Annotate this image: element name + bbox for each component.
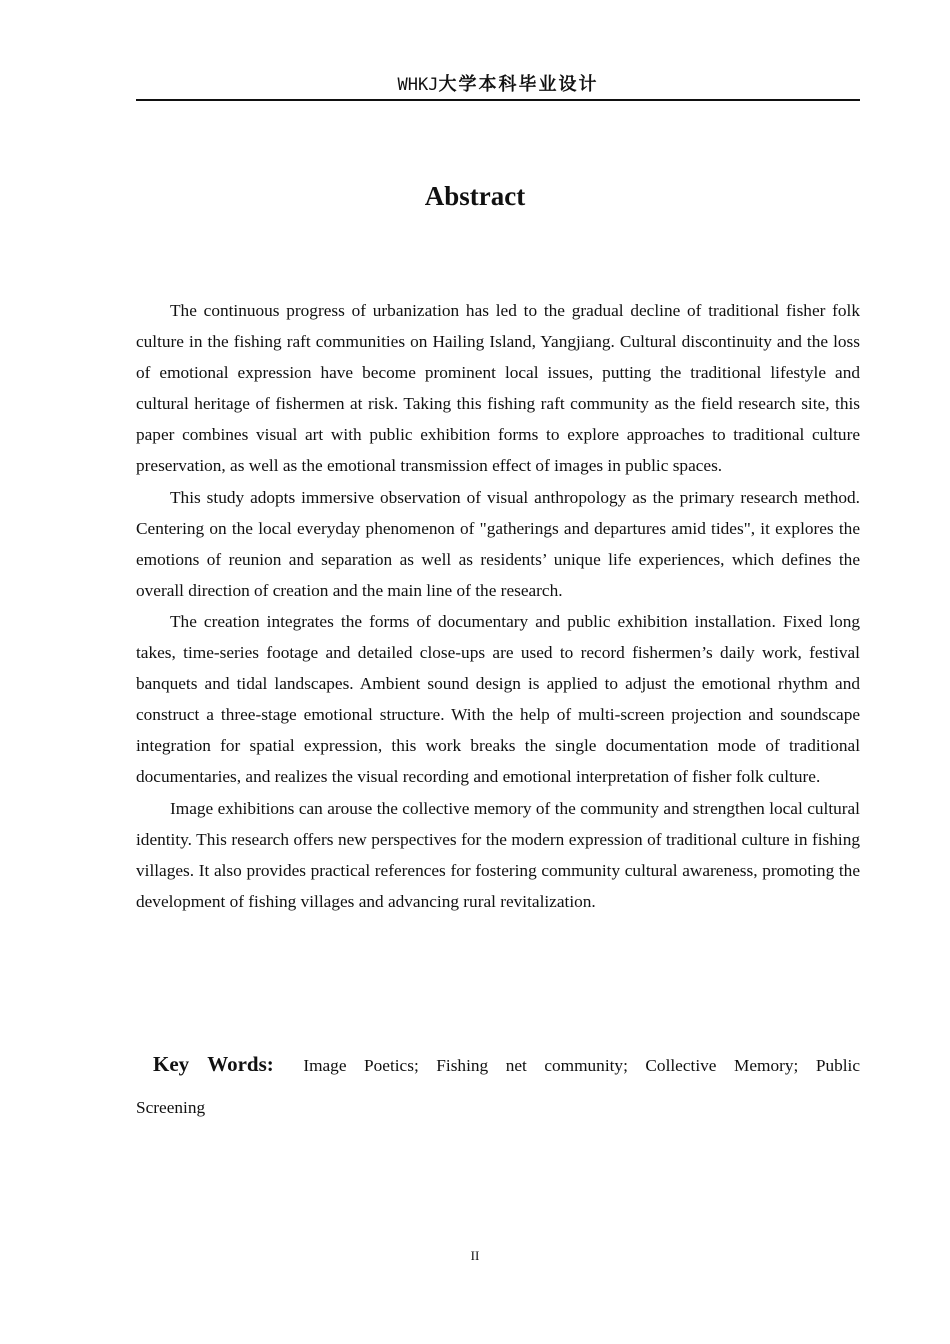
abstract-body	[136, 295, 860, 917]
abstract-paragraph-3: The creation integrates the forms of documentary and public exhibition installation. Fixed long takes, time-series footage and detailed close-ups are used to record fishermen’s daily work, festival banquets and tidal landscapes. Ambient sound design is applied to adjust the emotional rhythm and construct a three-stage emotional structure. With the help of multi-screen projection and soundscape integration for spatial expression, this work breaks the single documentation mode of traditional documentaries, and realizes the visual recording and emotional interpretation of fisher folk culture.	[136, 611, 860, 787]
abstract-paragraph-4: Image exhibitions can arouse the collective memory of the community and strengthen local cultural identity. This research offers new perspectives for the modern expression of traditional culture in fishing villages. It also provides practical references for fostering community cultural awareness, promoting the development of fishing villages and advancing rural revitalization.	[136, 798, 860, 911]
keywords-label: Key Words:	[153, 1052, 274, 1076]
keywords-text: Image Poetics; Fishing net community; Collective Memory; Public Screening	[136, 1056, 860, 1117]
abstract-paragraph-2: This study adopts immersive observation of visual anthropology as the primary research method. Centering on the local everyday phenomenon of "gatherings and departures amid tides", it explores the emotions of reunion and separation as well as residents’ unique life experiences, which defines the overall direction of creation and the main line of the research.	[136, 487, 860, 600]
header-title	[398, 70, 599, 100]
header-title-cn: 大学本科毕业设计	[438, 74, 599, 95]
keywords-block	[136, 1043, 860, 1129]
abstract-paragraph-1: The continuous progress of urbanization has led to the gradual decline of traditional fisher folk culture in the fishing raft communities on Hailing Island, Yangjiang. Cultural discontinuity and the loss of emotional expression have become prominent local issues, putting the traditional lifestyle and cultural heritage of fishermen at risk. Taking this fishing raft community as the field research site, this paper combines visual art with public exhibition forms to explore approaches to traditional culture preservation, as well as the emotional transmission effect of images in public spaces.	[136, 301, 860, 476]
abstract-title: Abstract	[424, 181, 526, 211]
page-number: II	[470, 1248, 480, 1263]
page-header	[136, 70, 860, 101]
header-prefix: WHKJ	[397, 75, 439, 95]
